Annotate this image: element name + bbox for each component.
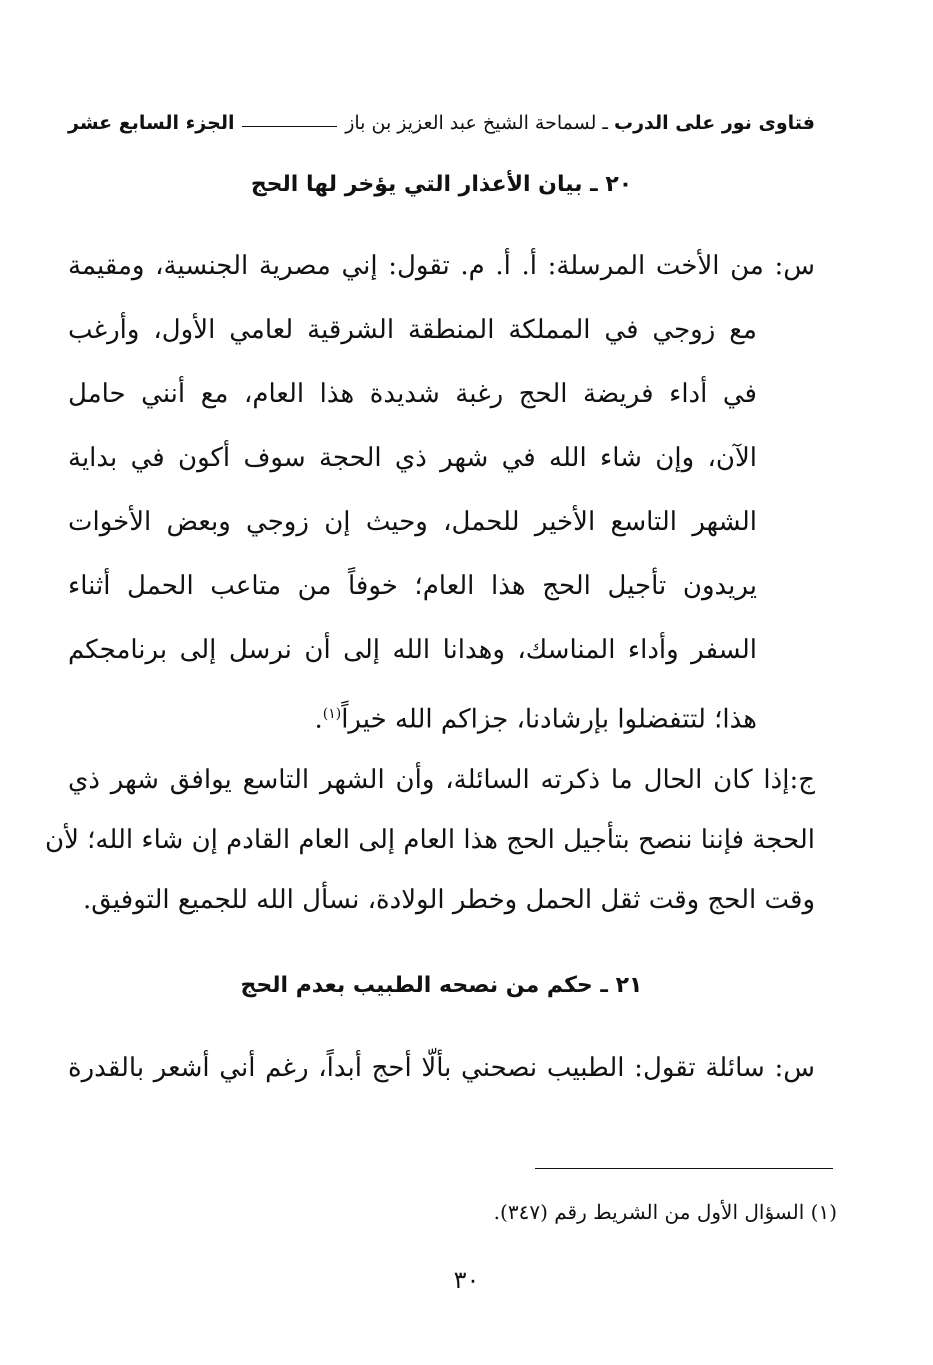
footnote-mark: (١) — [322, 706, 342, 722]
footnote-divider — [535, 1168, 833, 1169]
answer-line: ج:إذا كان الحال ما ذكرته السائلة، وأن الشهر التاسع يوافق شهر ذي — [68, 765, 815, 795]
question-paragraph-21 — [68, 1036, 815, 1100]
section-heading-21: ٢١ ـ حكم من نصحه الطبيب بعدم الحج — [240, 973, 643, 998]
question-line: مع زوجي في المملكة المنطقة الشرقية لعامي الأول، وأرغب — [68, 315, 757, 345]
page-number-text: ٣٠ — [453, 1266, 480, 1294]
page-number — [0, 1266, 933, 1294]
answer-line: وقت الحج وقت ثقل الحمل وخطر الولادة، نسأل الله للجميع التوفيق. — [82, 885, 815, 915]
question-end-mark: . — [314, 704, 323, 735]
section-heading-20: ٢٠ ـ بيان الأعذار التي يؤخر لها الحج — [250, 172, 633, 197]
question-line: السفر وأداء المناسك، وهدانا الله إلى أن نرسل إلى برنامجكم — [68, 635, 757, 665]
author-name: ـ لسماحة الشيخ عبد العزيز بن باز — [345, 112, 608, 134]
question-line-last — [68, 682, 815, 746]
part-title: الجزء السابع عشر — [68, 112, 235, 134]
question-paragraph-20 — [68, 234, 815, 746]
question-line: س: سائلة تقول: الطبيب نصحني بألّا أحج أبداً، رغم أني أشعر بالقدرة — [68, 1053, 815, 1083]
answer-paragraph-20 — [44, 750, 815, 930]
running-header — [68, 112, 815, 134]
answer-line: الحجة فإننا ننصح بتأجيل الحج هذا العام إلى العام القادم إن شاء الله؛ لأن — [44, 825, 815, 855]
question-line: الآن، وإن شاء الله في شهر ذي الحجة سوف أكون في بداية — [68, 443, 757, 473]
series-title: فتاوى نور على الدرب — [614, 112, 815, 134]
question-line: الشهر التاسع الأخير للحمل، وحيث إن زوجي وبعض الأخوات — [68, 507, 757, 537]
question-line-text: هذا؛ لتتفضلوا بإرشادنا، جزاكم الله خيراً — [341, 704, 757, 735]
question-line: في أداء فريضة الحج رغبة شديدة هذا العام، مع أنني حامل — [68, 379, 757, 409]
question-line: يريدون تأجيل الحج هذا العام؛ خوفاً من متاعب الحمل أثناء — [68, 571, 757, 601]
header-rule — [242, 126, 337, 127]
question-line: س: من الأخت المرسلة: أ. أ. م. تقول: إني مصرية الجنسية، ومقيمة — [68, 251, 815, 281]
footnote: (١) السؤال الأول من الشريط رقم (٣٤٧). — [493, 1200, 837, 1224]
